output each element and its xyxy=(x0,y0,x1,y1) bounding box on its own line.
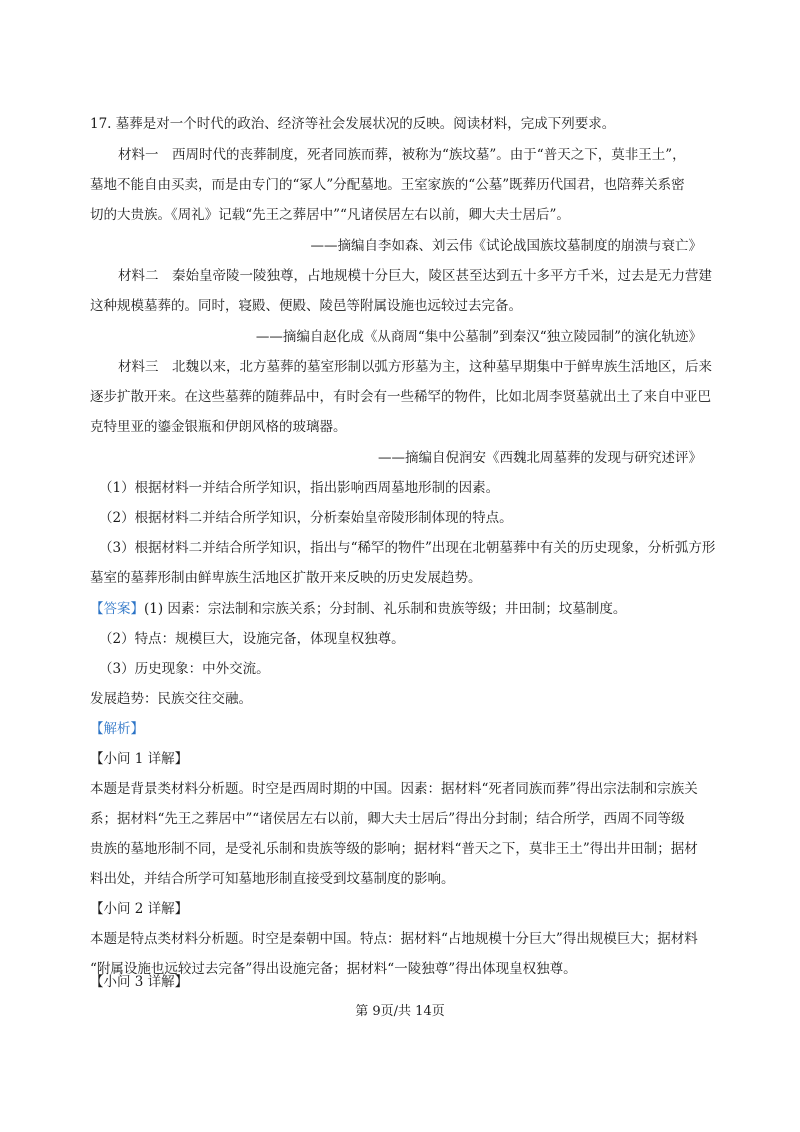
analysis-q2-title: 【小问 2 详解】 xyxy=(90,901,189,917)
analysis-q1-line: 贵族的墓地形制不同，是受礼乐制和贵族等级的影响；据材料“普天之下，莫非王土”得出井田制；据材 xyxy=(90,841,698,857)
material2-source: ——摘编自赵化成《从商周“集中公墓制”到秦汉“独立陵园制”的演化轨迹》 xyxy=(255,329,702,345)
material3-line: 克特里亚的鎏金银瓶和伊朗风格的玻璃器。 xyxy=(90,419,347,435)
analysis-tag: 【解析】 xyxy=(90,721,144,737)
material3-line: 材料三 北魏以来，北方墓葬的墓室形制以弧方形墓为主，这种墓早期集中于鲜卑族生活地区，后来 xyxy=(118,359,712,375)
question-stem: 17. 墓葬是对一个时代的政治、经济等社会发展状况的反映。阅读材料，完成下列要求。 xyxy=(90,116,616,132)
answer-3-trend: 发展趋势：民族交往交融。 xyxy=(90,691,252,707)
sub-question-3: （3）根据材料二并结合所学知识，指出与“稀罕的物件”出现在北朝墓葬中有关的历史现象，分析弧方形 xyxy=(99,540,716,556)
page-footer: 第 9页/共 14页 xyxy=(355,1004,445,1019)
sub-question-2: （2）根据材料二并结合所学知识，分析秦始皇帝陵形制体现的特点。 xyxy=(99,510,513,526)
material1-line: 墓地不能自由买卖，而是由专门的“冢人”分配墓地。王室家族的“公墓”既葬历代国君，也陪葬关系密 xyxy=(90,177,685,193)
analysis-q1-title: 【小问 1 详解】 xyxy=(90,751,189,767)
sub-question-3-cont: 墓室的墓葬形制由鲜卑族生活地区扩散开来反映的历史发展趋势。 xyxy=(90,570,482,586)
material3-line: 逐步扩散开来。在这些墓葬的随葬品中，有时会有一些稀罕的物件，比如北周李贤墓就出土了来自中亚巴 xyxy=(90,389,711,405)
material1-source: ——摘编自李如森、刘云伟《试论战国族坟墓制度的崩溃与衰亡》 xyxy=(310,238,702,254)
analysis-q1-line: 系；据材料“先王之葬居中”“诸侯居左右以前，卿大夫士居后”得出分封制；结合所学，西周不同等级 xyxy=(90,811,685,827)
analysis-q1-line: 本题是背景类材料分析题。时空是西周时期的中国。因素：据材料“死者同族而葬”得出宗法制和宗族关 xyxy=(90,781,698,797)
answer-2: （2）特点：规模巨大，设施完备，体现皇权独尊。 xyxy=(99,631,405,647)
analysis-q2-line: “附属设施也远较过去完备”得出设施完备；据材料“一陵独尊”得出体现皇权独尊。 xyxy=(90,961,577,977)
answer-tag: 【答案】 xyxy=(90,601,144,617)
material3-source: ——摘编自倪润安《西魏北周墓葬的发现与研究述评》 xyxy=(378,450,702,466)
analysis-q2-line: 本题是特点类材料分析题。时空是秦朝中国。特点：据材料“占地规模十分巨大”得出规模巨大；据材料 xyxy=(90,931,698,947)
material2-line: 材料二 秦始皇帝陵一陵独尊，占地规模十分巨大，陵区甚至达到五十多平方千米，过去是无力营建 xyxy=(118,268,712,284)
sub-question-1: （1）根据材料一并结合所学知识，指出影响西周墓地形制的因素。 xyxy=(99,480,500,496)
analysis-q3-title: 【小问 3 详解】 xyxy=(90,974,189,990)
analysis-q1-line: 料出处，并结合所学可知墓地形制直接受到坟墓制度的影响。 xyxy=(90,871,455,887)
answer-line-1 xyxy=(90,599,626,619)
answer-1: (1) 因素：宗法制和宗族关系；分封制、礼乐制和贵族等级；井田制；坟墓制度。 xyxy=(144,601,627,617)
material2-line: 这种规模墓葬的。同时，寝殿、便殿、陵邑等附属设施也远较过去完备。 xyxy=(90,298,522,314)
material1-line: 材料一 西周时代的丧葬制度，死者同族而葬，被称为“族坟墓”。由于“普天之下，莫非王土”， xyxy=(118,147,686,163)
material1-line: 切的大贵族。《周礼》记载“先王之葬居中”“凡诸侯居左右以前，卿大夫士居后”。 xyxy=(90,207,570,223)
answer-3: （3）历史现象：中外交流。 xyxy=(99,661,270,677)
